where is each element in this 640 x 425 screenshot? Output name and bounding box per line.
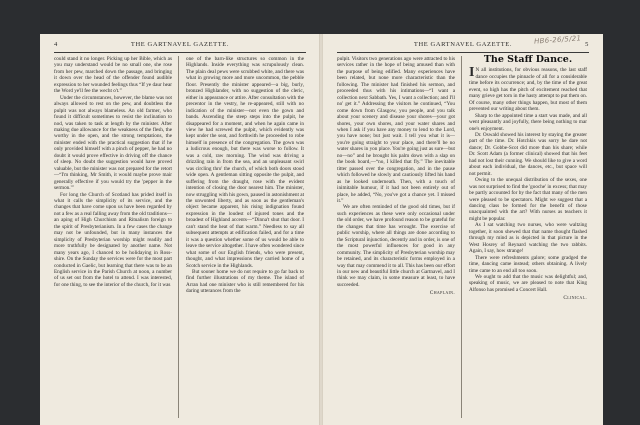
header-rule	[54, 52, 306, 53]
running-title: THE GARTNAVEL GAZETTE.	[413, 41, 513, 48]
drop-cap: I	[469, 65, 475, 81]
paragraph: Owing to the unequal distribution of the sexes, one was not surprised to find the 'gooche' in excess; that may be partly accounted for by the fact that many of the men were pleased to be spectators. Might we suggest that a dancing class be formed for the benefit of those unacquainted with the art? With nurses as teachers it might be popular.	[469, 177, 587, 222]
paragraph-text: N all institutions, for obvious reasons, the last staff dance occupies the pinnacle of all for a considerable time before its occurrence; and, by the time of the great event, so high has the pitch of excitement reached that many grieve get torn in the hasty attempt to put them on. Of course, many other things happen, but most of them prevented our writing about them.	[469, 67, 587, 113]
paragraph: But sooner home we do not require to go far back to find further illustrations of my theme. The island of Arran had one minister who is still remembered for his daring utterances from the	[186, 268, 304, 295]
column-divider	[461, 56, 462, 418]
column-divider	[178, 56, 179, 418]
header-rule	[337, 52, 589, 53]
magazine-spread	[40, 34, 602, 425]
right-column-2	[469, 56, 587, 302]
paragraph: one of the barn-like structures so common in the Highlands. Inside everything was scrupulously clean. The plain deal pews were scrubbed white, and there was what in growing more and more uncommon, the pebble floor. Presently the minister appeared—a big, burly, bronzed Highlander, with no suggestion of the cleric, either in appearance or attire. After consultation with the precentor in the vestry, he re-appeared, still with no indication of the minister—not even the gown and bands. Ascending the steep steps into the pulpit, he disappeared for a moment, and when he again came in view he had screwed the pulpit, which evidently was kept under the seat, and forthwith he proceeded to robe himself in presence of the congregation. The gown was a ludicrous enough, but there was worse to follow. It was a cold, raw morning. The wind was driving a drizzling rain in from the sea, and an unpleasant swirl was circling thro' the church, of which both doors stood wide open. A gentleman sitting opposite the pulpit, and suffering from the draught, rose with the evident intention of closing the door nearest him. The minister, now struggling with his gown, paused in astonishment at the unwonted liberty, and as soon as the gentleman's object became apparent, his rising indignation found expression in the loudest of injured tones and the broadest of Highland accents—“Dinna't shut that door. I can't stand the heat of that warm.” Needless to say all subsequent attempts at edification failed, and for a time it was a question whether some of us would be able to leave the service altogether. I have often wondered since what some of our English friends, who were present, thought, and what impressions they carried home of a Scotch service in the Highlands.	[186, 56, 305, 269]
paragraph: For long the Church of Scotland has prided itself in what it calls the simplicity of its service, and the changes that have come upon us have been regarded by not a few as a real falling away from the old traditions—an aping of High Churchism and Ritualism foreign to the spirit of Presbyterianism. In a few cases the change may not be unfounded, but in many instances the simplicity of Presbyterian worship might readily and more truthfully be designated by another name. Not many years ago, I chanced to be holidaying in Ross-shire. On the Sunday the services were for the most part conducted in Gaelic, but learning that there was to be an English service in the Parish Church at noon, a number of us set out from the hotel to attend. I was interested, for one thing, to see the interior of the church, for it was	[54, 191, 172, 288]
left-page	[40, 34, 321, 425]
handwritten-note: HB6-26/5/21	[533, 34, 582, 46]
paragraph: We are often reminded of the good old times, but if such experiences as these were only occasional under the old order, we have profound reason to be grateful for the changes that time has wrought. The exercise of public worship, where all things are done according to the Scriptural injunction, decently and in order, is one of the most powerful influences for good in any community. The simplicity of Presbyterian worship may be retained, and its characteristic forms employed in a way that may commend it to all. This has been our effort in our new and beautiful little church at Gartnavel, and I think we may claim, in some measure at least, to have succeeded.	[337, 204, 455, 288]
paragraph: We ought to add that the music was delightful; and, speaking of music, we are pleased to note that King Alfonso has promised a Concert Hall.	[469, 273, 587, 293]
author-signature: Clinical.	[563, 295, 587, 302]
running-title: THE GARTNAVEL GAZETTE.	[130, 41, 230, 48]
paragraph: pulpit. Visitors two generations ago were attracted to his services rather in the hope of being amused than with the purpose of being edified. Many experiences have been related, but none more characteristic than the following. The minister had finished his sermon, and proceeded thus with his intimations—“I want a collection next Sabbath. Yes, I want a collection; and I'll no' get it.” Addressing the visitors he continued, “You come down from Glasgow, you people, and you talk about your scenery and disease your shores—your got shores, your own shores, and your water shares and when I ask if you have any money to lend to the Lord, you have none; but just wait. I tell you what it is—you're going straight to your place, and there'll be no water shares in yon place. You're going just as sure—but no—no” and he brought his palm down with a slap on the book board,—“no, I killed that fly.” The inevitable titter passed over the congregation, and in the pause which followed he slowly and cautiously lifted his hand as he looked underneath. Then, with a touch of inimitable humour, if it had not been entirely out of place, he added, “No, you've got a chance yet. I missed it.”	[337, 56, 455, 204]
left-header	[54, 38, 306, 52]
paragraph: Under the circumstances, however, the blame was not always allowed to rest on the pew, and doubtless the pulpit was not always blameless. An old farmer, who found it difficult sometimes to resist the inclination to nod, was taken to task at length by the minister. After making due allowance for the weakness of the flesh, the worthy in the open, and the strong temptations, the minister ended with the practical suggestion that if he only provided himself with a pinch of pepper, he had no doubt it would prove effective in driving off the chance of sleep. No doubt the suggestion would have proved valuable, but the minister was not prepared for the retort—“I'm thinking, Mr Smith, it would maybe prove mair generally effective if you would try the 'pepper in the sermon.'”	[54, 94, 172, 192]
paragraph	[469, 67, 587, 112]
article-title: The Staff Dance.	[483, 54, 573, 65]
left-column-1	[54, 56, 172, 288]
paragraph: There were refreshments galore; some gradged the time, dancing came instead; others obtaining. A lively time came to an end all too soon.	[469, 254, 587, 274]
right-page	[322, 34, 603, 425]
paragraph: Sharp to the appointed time a start was made, and all went pleasantly and joyfully, there being nothing to mar one's enjoyment.	[469, 112, 587, 132]
paragraph: As I sat watching two nurses, who were waltzing together, it soon shewed that that name thought flashed through my mind as is depicted in that picture in the West Hosrey of Reynard watching the two rabbits. Again, I say, how strange!	[469, 222, 587, 255]
paragraph: could stand it no longer. Picking up her Bible, which as you may understand would be no small one, she rose from her pew, marched down the passage, and bringing it down over the head of the offender found audible expression to her wounded feelings thus “If ye daur hear the Word ye'll fee the wecht o't.”	[54, 56, 172, 95]
page-number: 5	[585, 41, 589, 48]
paragraph: Dr. Oswald showed his interest by staying the greater part of the time. Dr. Hotchkis was sorry he dare not dance; Dr. Gobbe-Scot did more than his share; while Dr. Scott Adam (a former clinical) showed that his feet had not lost their cunning. We should like to give a word about each individual, the dances, etc., but space will not permit.	[469, 131, 587, 177]
page-number: 4	[54, 41, 58, 48]
author-signature: Chaplain.	[429, 290, 455, 297]
right-column-1	[337, 56, 455, 297]
left-column-2	[186, 56, 304, 295]
